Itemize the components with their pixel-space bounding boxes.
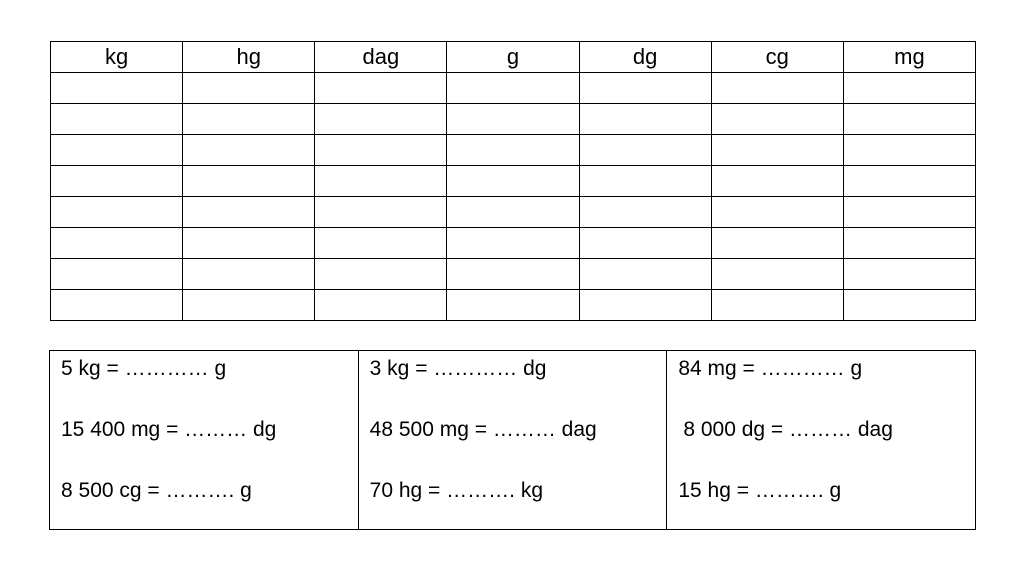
table-cell [51, 73, 183, 104]
table-cell [579, 228, 711, 259]
table-body [51, 73, 976, 321]
table-row [51, 259, 976, 290]
exercise-item: 70 hg = ………. kg [369, 479, 544, 502]
table-row [51, 197, 976, 228]
exercise-item: 8 500 cg = ………. g [61, 479, 252, 502]
table-cell [579, 259, 711, 290]
table-cell [315, 228, 447, 259]
header-cg: cg [711, 42, 843, 73]
header-dag: dag [315, 42, 447, 73]
table-cell [843, 166, 975, 197]
table-cell [711, 228, 843, 259]
table-cell [579, 166, 711, 197]
table-cell [51, 228, 183, 259]
exercise-column-1 [50, 351, 358, 529]
table-cell [579, 73, 711, 104]
table-cell [447, 259, 579, 290]
table-cell [51, 197, 183, 228]
table-cell [315, 290, 447, 321]
exercise-item: 15 400 mg = ……… dg [61, 418, 277, 441]
table-cell [579, 197, 711, 228]
exercises-box [49, 350, 976, 530]
table-cell [315, 166, 447, 197]
table-row [51, 228, 976, 259]
table-cell [447, 104, 579, 135]
table-cell [711, 197, 843, 228]
table-cell [183, 197, 315, 228]
header-dg: dg [579, 42, 711, 73]
header-g: g [447, 42, 579, 73]
table-cell [51, 135, 183, 166]
exercise-item: 5 kg = ………… g [61, 357, 227, 380]
table-cell [711, 259, 843, 290]
table-cell [711, 290, 843, 321]
table-cell [315, 104, 447, 135]
table-row [51, 290, 976, 321]
table-cell [447, 197, 579, 228]
exercise-item: 48 500 mg = ……… dag [369, 418, 597, 441]
table-cell [843, 197, 975, 228]
table-cell [315, 259, 447, 290]
table-row [51, 73, 976, 104]
table-cell [579, 290, 711, 321]
table-cell [315, 197, 447, 228]
exercise-item: 15 hg = ………. g [678, 479, 842, 502]
table-cell [843, 228, 975, 259]
header-mg: mg [843, 42, 975, 73]
header-hg: hg [183, 42, 315, 73]
table-cell [183, 166, 315, 197]
table-cell [183, 104, 315, 135]
table-cell [183, 73, 315, 104]
table-header-row [51, 42, 976, 73]
table-cell [447, 166, 579, 197]
table-cell [843, 135, 975, 166]
table-cell [183, 259, 315, 290]
table-row [51, 104, 976, 135]
table-cell [51, 259, 183, 290]
table-cell [843, 104, 975, 135]
table-cell [447, 73, 579, 104]
exercise-item: 3 kg = ………… dg [369, 357, 547, 380]
table-cell [711, 135, 843, 166]
table-cell [51, 290, 183, 321]
table-cell [183, 290, 315, 321]
table-cell [711, 166, 843, 197]
table-cell [579, 104, 711, 135]
table-cell [843, 73, 975, 104]
table-cell [447, 228, 579, 259]
table-cell [51, 104, 183, 135]
table-cell [843, 259, 975, 290]
table-cell [51, 166, 183, 197]
exercise-item: 8 000 dg = ……… dag [683, 418, 893, 441]
exercise-column-3 [666, 351, 975, 529]
table-cell [579, 135, 711, 166]
table-cell [183, 135, 315, 166]
header-kg: kg [51, 42, 183, 73]
table-cell [711, 73, 843, 104]
exercise-column-2 [358, 351, 667, 529]
table-cell [711, 104, 843, 135]
table-row [51, 135, 976, 166]
exercise-item: 84 mg = ………… g [678, 357, 863, 380]
table-cell [447, 135, 579, 166]
table-cell [183, 228, 315, 259]
table-row [51, 166, 976, 197]
table-cell [315, 73, 447, 104]
table-cell [843, 290, 975, 321]
units-conversion-table [50, 41, 976, 321]
table-cell [315, 135, 447, 166]
table-cell [447, 290, 579, 321]
